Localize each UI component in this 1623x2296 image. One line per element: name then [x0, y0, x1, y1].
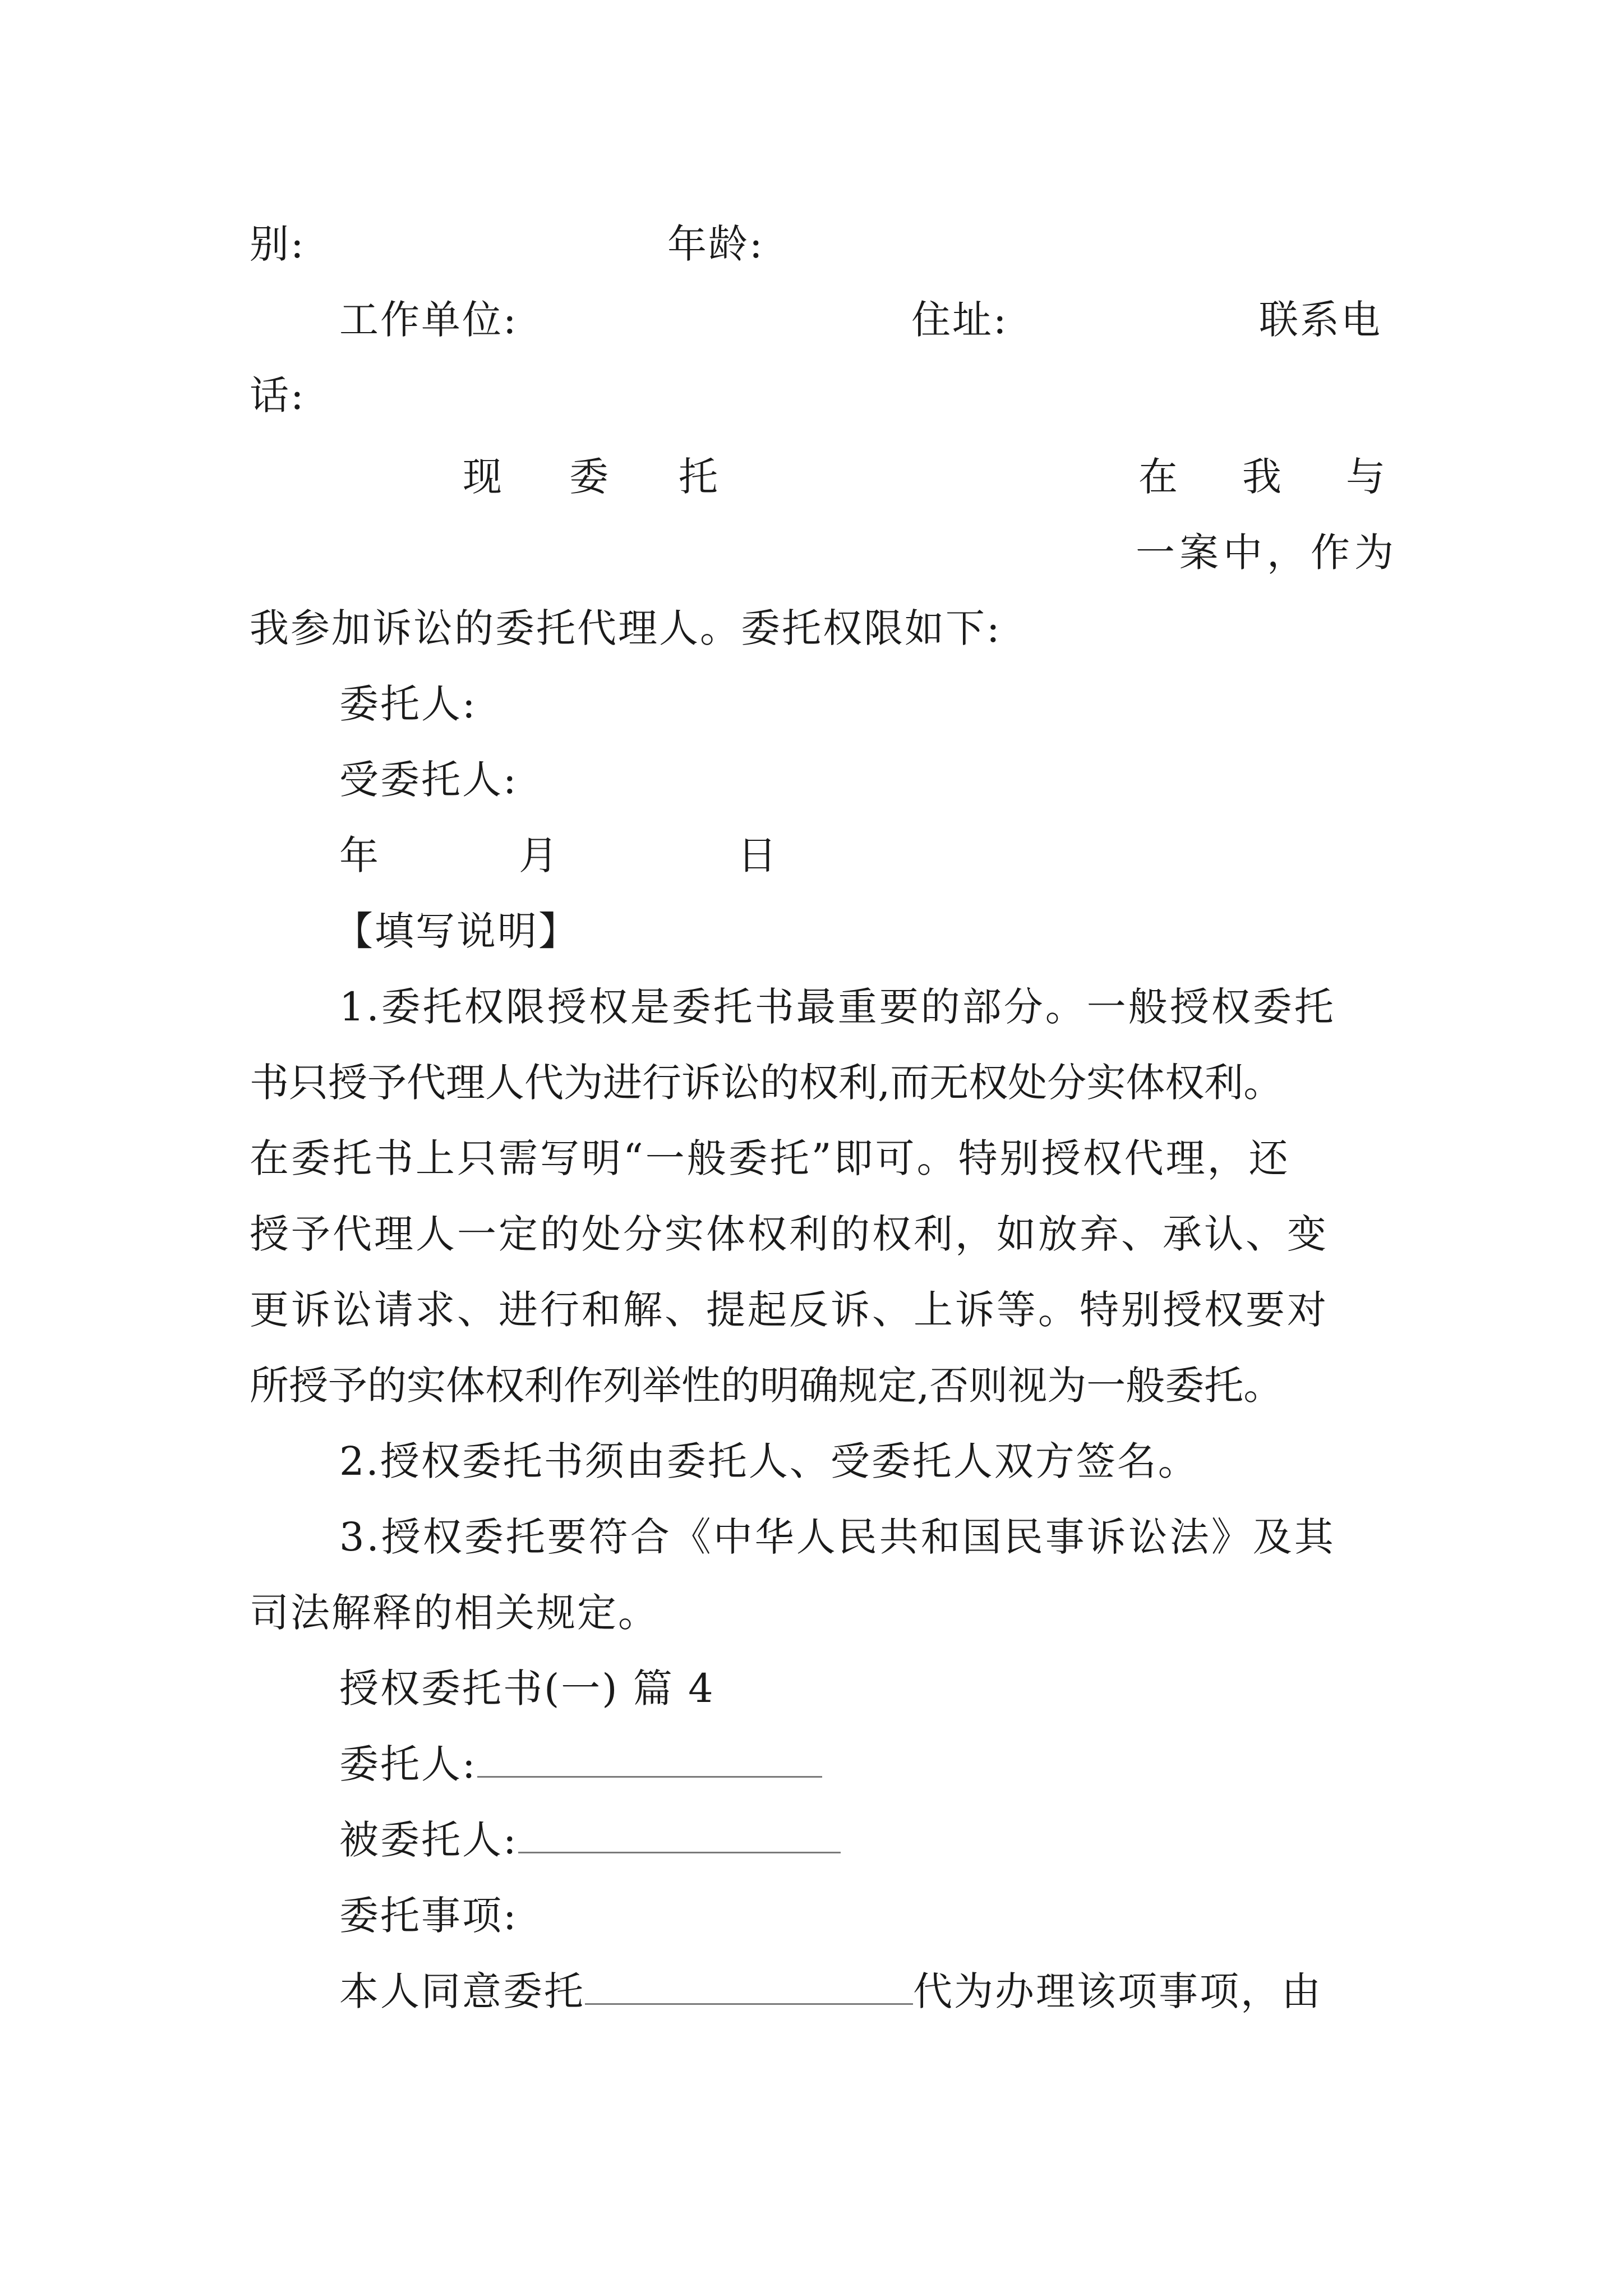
instruction-1-line-2: 书只授予代理人代为进行诉讼的权利,而无权处分实体权利。 [250, 1060, 1283, 1106]
principal-label: 委托人: [339, 681, 477, 727]
address-label: 住址: [911, 297, 1008, 343]
age-label: 年龄: [667, 221, 764, 267]
section-4-matter-label: 委托事项: [339, 1893, 518, 1939]
instruction-1-line-4: 授予代理人一定的处分实体权利的权利，如放弃、承认、变 [250, 1211, 1329, 1257]
instruction-1-line-3: 在委托书上只需写明“一般委托”即可。特别授权代理，还 [250, 1135, 1290, 1181]
consent-suffix: 代为办理该项事项，由 [913, 1968, 1322, 2014]
instruction-1-line-6: 所授予的实体权利作列举性的明确规定,否则视为一般委托。 [250, 1363, 1283, 1409]
date-year: 年 [339, 832, 380, 878]
instruction-1-line-1: 1.委托权限授权是委托书最重要的部分。一般授权委托 [339, 984, 1336, 1030]
consent-agent-blank[interactable] [585, 1971, 913, 2005]
section-4-principal-row [339, 1736, 822, 1792]
parties-char-2: 我 [1242, 454, 1283, 500]
instructions-heading: 【填写说明】 [334, 908, 579, 954]
consent-prefix: 本人同意委托 [339, 1968, 585, 2014]
principal-blank[interactable] [477, 1743, 822, 1778]
section-4-trustee-row [339, 1812, 841, 1868]
entrust-char-2: 委 [569, 454, 610, 500]
trustee-blank[interactable] [518, 1819, 841, 1853]
date-month: 月 [519, 832, 560, 878]
instruction-3-line-2: 司法解释的相关规定。 [250, 1590, 659, 1636]
section-4-title: 授权委托书(一) 篇 4 [339, 1665, 715, 1711]
parties-char-1: 在 [1138, 454, 1179, 500]
parties-char-3: 与 [1346, 454, 1387, 500]
agent-label: 受委托人: [339, 757, 518, 803]
work-unit-label: 工作单位: [339, 297, 518, 343]
entrust-char-3: 托 [679, 454, 720, 500]
phone-label-continued: 话: [250, 372, 306, 418]
instruction-2: 2.授权委托书须由委托人、受委托人双方签名。 [339, 1438, 1199, 1484]
entrust-char-1: 现 [463, 454, 504, 500]
agent-sentence: 我参加诉讼的委托代理人。委托权限如下: [250, 605, 1002, 651]
section-4-trustee-label: 被委托人: [339, 1817, 518, 1863]
date-day: 日 [737, 832, 778, 878]
instruction-1-line-5: 更诉讼请求、进行和解、提起反诉、上诉等。特别授权要对 [250, 1287, 1329, 1333]
gender-label: 别: [250, 221, 306, 267]
case-text: 一案中，作为 [1136, 530, 1398, 576]
phone-label: 联系电 [1259, 297, 1382, 343]
instruction-3-line-1: 3.授权委托要符合《中华人民共和国民事诉讼法》及其 [339, 1514, 1336, 1560]
section-4-consent-row [339, 1963, 1322, 2019]
section-4-principal-label: 委托人: [339, 1741, 477, 1787]
